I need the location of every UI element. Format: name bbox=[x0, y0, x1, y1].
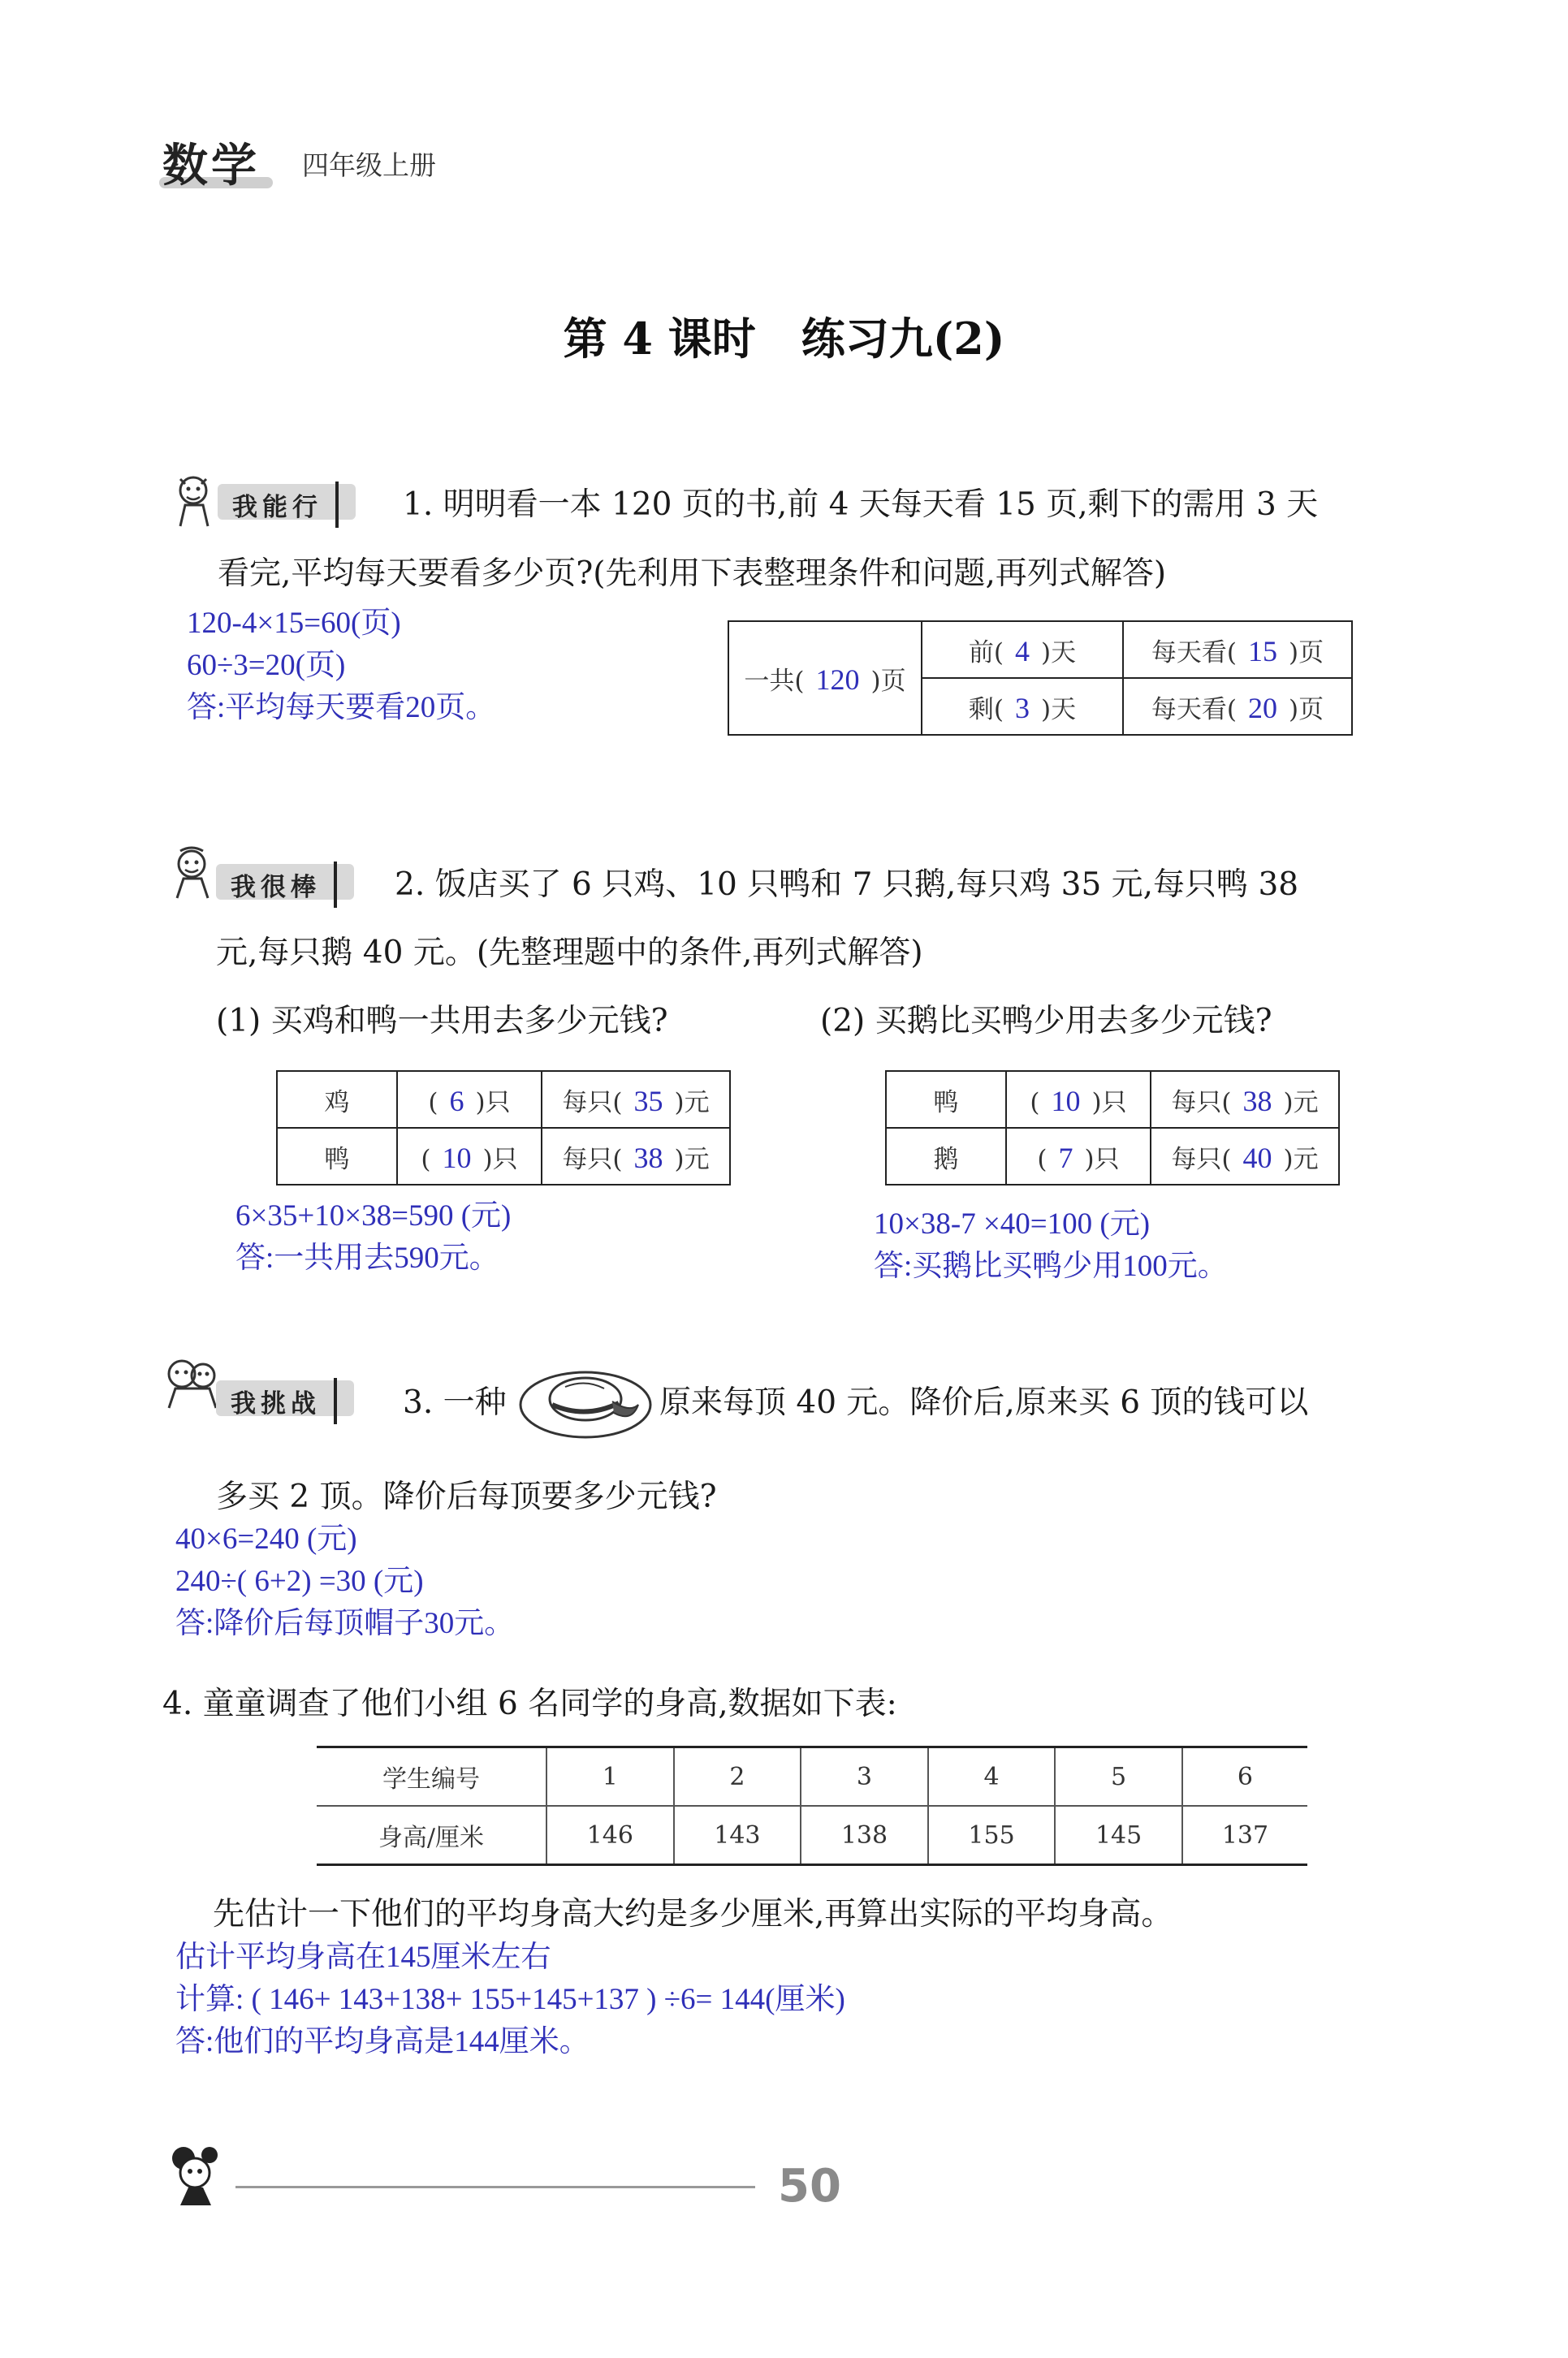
question-2-line-1: 2. 饭店买了 6 只鸡、10 只鸭和 7 只鹅,每只鸡 35 元,每只鸭 38 bbox=[395, 866, 1299, 903]
question-3-line-1a: 3. 一种 bbox=[403, 1384, 507, 1421]
chicken-duck-table bbox=[276, 1070, 731, 1185]
answer-line: 答:他们的平均身高是144厘米。 bbox=[175, 2025, 590, 2058]
count-cell: ( 10 )只 bbox=[397, 1128, 542, 1185]
student-height: 137 bbox=[1182, 1806, 1307, 1865]
answer-block bbox=[175, 1518, 514, 1645]
count-cell: ( 7 )只 bbox=[1006, 1128, 1151, 1185]
student-id: 4 bbox=[928, 1747, 1056, 1807]
lesson-title bbox=[0, 304, 1568, 367]
answer-line: 计算: ( 146+ 143+138+ 155+145+137 ) ÷6= 144(厘米) bbox=[175, 1983, 845, 2016]
subject-title: 数学 bbox=[162, 140, 260, 192]
student-height: 155 bbox=[928, 1806, 1056, 1865]
student-height: 146 bbox=[546, 1806, 674, 1865]
price-cell: 每只( 38 )元 bbox=[542, 1128, 730, 1185]
student-height: 138 bbox=[801, 1806, 928, 1865]
page-number: 50 bbox=[778, 2160, 841, 2213]
question-1-line-2: 看完,平均每天要看多少页?(先利用下表整理条件和问题,再列式解答) bbox=[218, 555, 1167, 592]
duck-goose-table bbox=[885, 1070, 1340, 1185]
first-daily-pages-cell: 每天看( 15 )页 bbox=[1123, 621, 1352, 678]
badge-label: 我能行 bbox=[221, 482, 339, 528]
answer-line: 答:平均每天要看20页。 bbox=[187, 691, 496, 724]
question-3-line-1b: 原来每顶 40 元。降价后,原来买 6 顶的钱可以 bbox=[659, 1384, 1309, 1421]
height-table bbox=[317, 1746, 1307, 1866]
answer-line: 答:降价后每顶帽子30元。 bbox=[175, 1607, 515, 1640]
grade-label: 四年级上册 bbox=[302, 149, 436, 181]
item-name: 鸡 bbox=[277, 1071, 397, 1128]
badge-label: 我挑战 bbox=[219, 1378, 337, 1424]
answer-block bbox=[874, 1203, 1228, 1288]
student-id: 5 bbox=[1055, 1747, 1182, 1807]
answer-line: 40×6=240 (元) bbox=[175, 1522, 357, 1556]
student-id: 1 bbox=[546, 1747, 674, 1807]
sub-question-1: (1) 买鸡和鸭一共用去多少元钱? bbox=[216, 1003, 668, 1039]
badge-label: 我很棒 bbox=[219, 862, 337, 908]
count-cell: ( 6 )只 bbox=[397, 1071, 542, 1128]
question-2-line-2: 元,每只鹅 40 元。(先整理题中的条件,再列式解答) bbox=[216, 935, 923, 971]
answer-block bbox=[235, 1195, 511, 1280]
remaining-daily-pages-cell: 每天看( 20 )页 bbox=[1123, 678, 1352, 735]
item-name: 鸭 bbox=[277, 1128, 397, 1185]
table-header-label: 学生编号 bbox=[317, 1747, 546, 1807]
answer-line: 10×38-7 ×40=100 (元) bbox=[874, 1207, 1151, 1241]
lesson-topic: 练习九(2) bbox=[801, 313, 1005, 365]
item-name: 鸭 bbox=[886, 1071, 1006, 1128]
price-cell: 每只( 38 )元 bbox=[1151, 1071, 1339, 1128]
table-row-label: 身高/厘米 bbox=[317, 1806, 546, 1865]
answer-line: 答:一共用去590元。 bbox=[235, 1242, 499, 1275]
question-1-table bbox=[728, 620, 1353, 736]
answer-line: 60÷3=20(页) bbox=[187, 649, 346, 682]
footer-divider bbox=[235, 2186, 755, 2188]
mascot-icon bbox=[159, 1353, 224, 1411]
question-4-line-1: 4. 童童调查了他们小组 6 名同学的身高,数据如下表: bbox=[162, 1686, 897, 1722]
count-cell: ( 10 )只 bbox=[1006, 1071, 1151, 1128]
student-id: 6 bbox=[1182, 1747, 1307, 1807]
student-id: 3 bbox=[801, 1747, 928, 1807]
question-3-line-2: 多买 2 顶。降价后每顶要多少元钱? bbox=[216, 1479, 717, 1515]
first-days-cell: 前( 4 )天 bbox=[922, 621, 1123, 678]
question-1-line-1: 1. 明明看一本 120 页的书,前 4 天每天看 15 页,剩下的需用 3 天 bbox=[403, 486, 1319, 523]
student-height: 143 bbox=[674, 1806, 801, 1865]
answer-line: 120-4×15=60(页) bbox=[187, 607, 401, 640]
answer-line: 估计平均身高在145厘米左右 bbox=[175, 1941, 551, 1974]
mascot-icon bbox=[169, 473, 221, 531]
answer-line: 答:买鹅比买鸭少用100元。 bbox=[874, 1250, 1228, 1283]
question-4-line-2: 先估计一下他们的平均身高大约是多少厘米,再算出实际的平均身高。 bbox=[213, 1896, 1173, 1933]
mascot-icon bbox=[167, 846, 219, 905]
remaining-days-cell: 剩( 3 )天 bbox=[922, 678, 1123, 735]
item-name: 鹅 bbox=[886, 1128, 1006, 1185]
answer-line: 6×35+10×38=590 (元) bbox=[235, 1199, 512, 1233]
footer-mascot-icon bbox=[162, 2140, 235, 2209]
answer-line: 240÷( 6+2) =30 (元) bbox=[175, 1565, 424, 1598]
sub-question-2: (2) 买鹅比买鸭少用去多少元钱? bbox=[820, 1003, 1272, 1039]
hat-icon bbox=[516, 1354, 654, 1444]
lesson-number: 第 4 课时 bbox=[563, 313, 756, 365]
price-cell: 每只( 40 )元 bbox=[1151, 1128, 1339, 1185]
answer-block bbox=[187, 602, 495, 729]
answer-block bbox=[175, 1937, 845, 2063]
price-cell: 每只( 35 )元 bbox=[542, 1071, 730, 1128]
student-height: 145 bbox=[1055, 1806, 1182, 1865]
total-pages-cell: 一共( 120 )页 bbox=[728, 621, 922, 735]
student-id: 2 bbox=[674, 1747, 801, 1807]
